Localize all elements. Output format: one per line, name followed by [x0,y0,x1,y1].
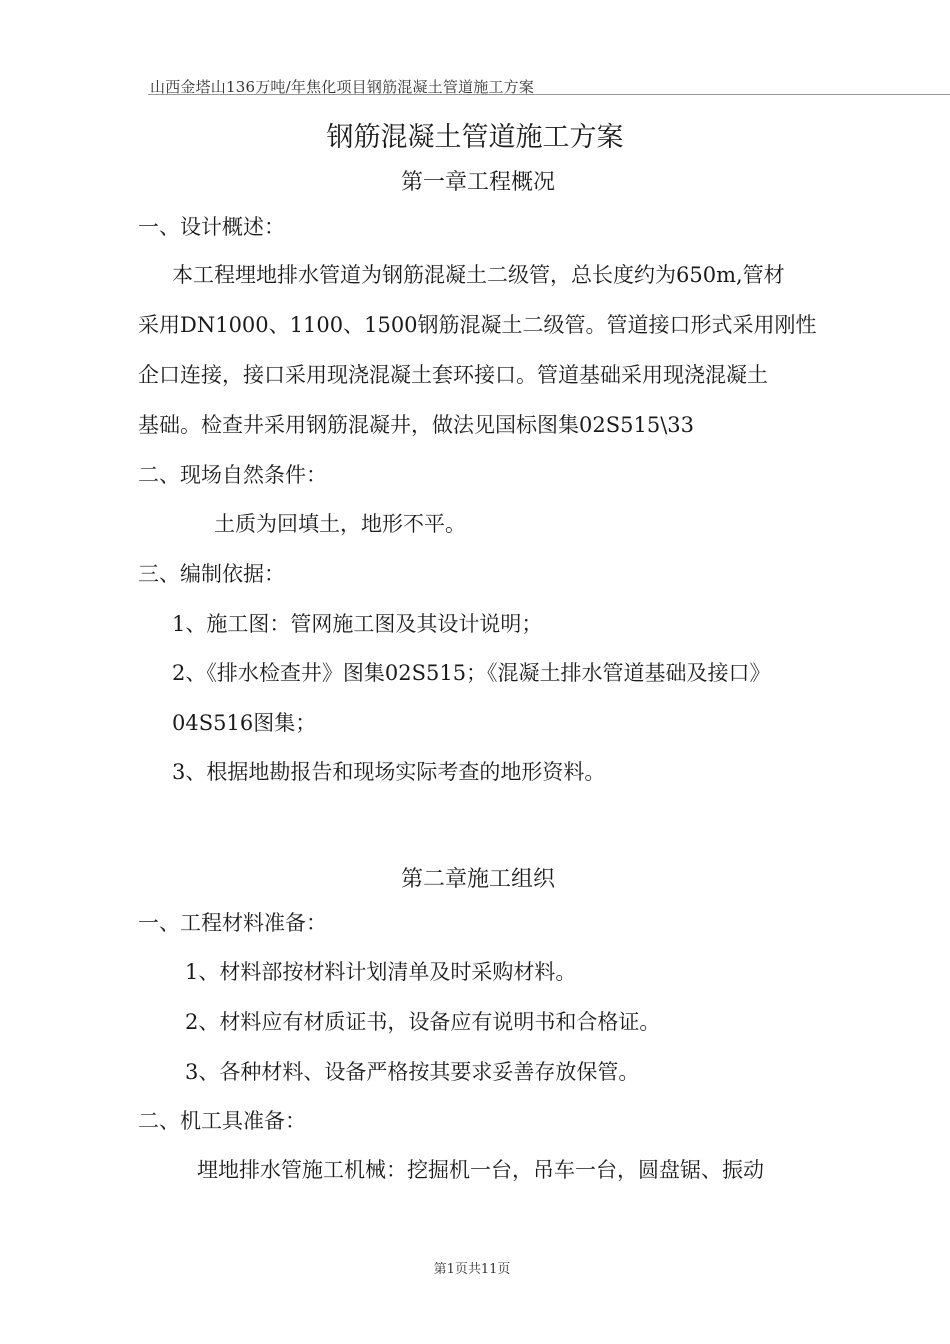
list-item: 3、各种材料、设备严格按其要求妥善存放保管。 [185,1060,640,1084]
document-title: 钢筋混凝土管道施工方案 [326,122,624,153]
list-item: 2、材料应有材质证书，设备应有说明书和合格证。 [185,1010,661,1034]
paragraph-line: 本工程埋地排水管道为钢筋混凝土二级管，总长度约为650m,管材 [172,263,785,287]
page-number-footer: 第1页共11页 [433,1262,511,1277]
section-3-heading: 三、编制依据： [138,562,285,586]
paragraph-line: 土质为回填土，地形不平。 [214,512,466,536]
list-item: 1、材料部按材料计划清单及时采购材料。 [185,960,577,984]
list-item: 1、施工图：管网施工图及其设计说明； [172,612,543,636]
list-item: 3、根据地勘报告和现场实际考查的地形资料。 [172,760,606,784]
section-2-heading: 二、现场自然条件： [138,463,327,487]
chapter-2-heading: 第二章施工组织 [400,867,555,892]
paragraph-line: 基础。检查井采用钢筋混凝井，做法见国标图集02S515\33 [138,413,694,437]
chapter-1-heading: 第一章工程概况 [400,170,555,195]
list-item: 2、《排水检查井》图集02S515；《混凝土排水管道基础及接口》 [172,661,771,685]
section-1-heading: 一、工程材料准备： [138,911,327,935]
list-item: 04S516图集； [172,711,317,735]
section-1-heading: 一、设计概述： [138,215,285,239]
running-header: 山西金塔山136万吨/年焦化项目钢筋混凝土管道施工方案 [150,78,535,96]
section-2-heading: 二、机工具准备： [138,1109,306,1133]
header-rule [148,94,950,95]
paragraph-line: 采用DN1000、1100、1500钢筋混凝土二级管。管道接口形式采用刚性 [138,313,817,337]
paragraph-line: 企口连接，接口采用现浇混凝土套环接口。管道基础采用现浇混凝土 [138,363,768,387]
paragraph-line: 埋地排水管施工机械：挖掘机一台，吊车一台，圆盘锯、振动 [197,1158,764,1182]
